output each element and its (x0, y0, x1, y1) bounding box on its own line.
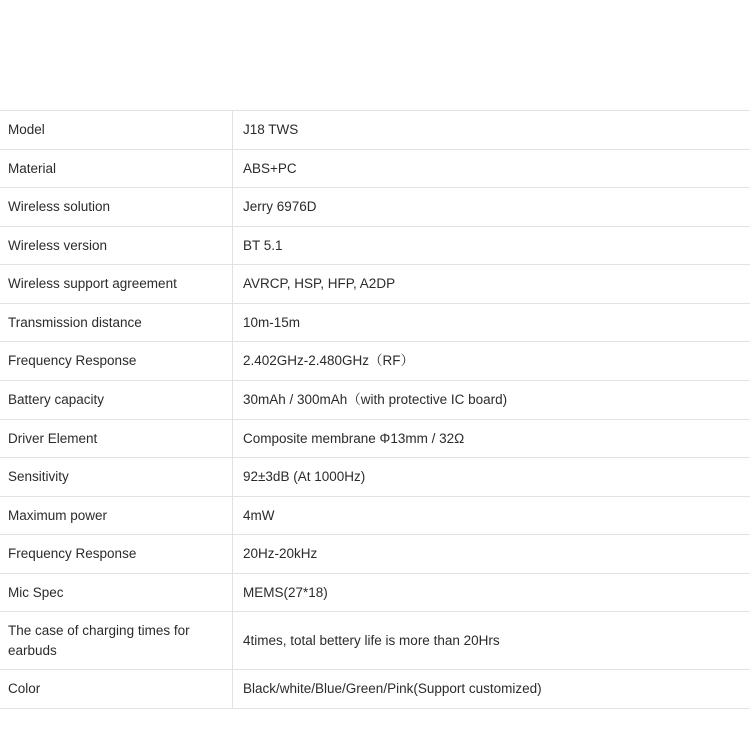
spec-value: 30mAh / 300mAh（with protective IC board) (243, 391, 508, 407)
table-row (0, 535, 750, 574)
spec-label: Mic Spec (0, 573, 233, 612)
spec-value: Jerry 6976D (243, 199, 317, 215)
table-row (0, 149, 750, 188)
spec-label: Battery capacity (0, 380, 233, 419)
table-row (0, 342, 750, 381)
table-row (0, 573, 750, 612)
spec-table-container (0, 110, 750, 709)
table-row (0, 612, 750, 670)
spec-label: Driver Element (0, 419, 233, 458)
spec-value: AVRCP, HSP, HFP, A2DP (243, 276, 396, 292)
spec-value: 10m-15m (243, 314, 301, 330)
spec-label: Frequency Response (0, 342, 233, 381)
table-row (0, 303, 750, 342)
spec-value: 20Hz-20kHz (243, 546, 318, 562)
table-row (0, 111, 750, 150)
spec-label: The case of charging times for earbuds (0, 612, 233, 670)
table-row (0, 188, 750, 227)
spec-value: 92±3dB (At 1000Hz) (243, 469, 366, 485)
spec-value: 2.402GHz-2.480GHz（RF） (243, 353, 415, 369)
spec-value: BT 5.1 (243, 237, 283, 253)
spec-value: 4times, total bettery life is more than 20Hrs (243, 633, 500, 649)
spec-label: Wireless version (0, 226, 233, 265)
spec-value: Composite membrane Φ13mm / 32Ω (243, 430, 465, 446)
spec-label: Material (0, 149, 233, 188)
table-row (0, 458, 750, 497)
spec-label: Model (0, 111, 233, 150)
spec-label: Wireless solution (0, 188, 233, 227)
spec-label: Color (0, 670, 233, 709)
table-row (0, 419, 750, 458)
spec-value: ABS+PC (243, 160, 297, 176)
spec-value: MEMS(27*18) (243, 584, 328, 600)
spec-label: Frequency Response (0, 535, 233, 574)
table-row (0, 670, 750, 709)
table-row (0, 496, 750, 535)
spec-label: Maximum power (0, 496, 233, 535)
spec-value: Black/white/Blue/Green/Pink(Support customized) (243, 681, 542, 697)
table-row (0, 226, 750, 265)
table-row (0, 380, 750, 419)
spec-label: Transmission distance (0, 303, 233, 342)
spec-value: J18 TWS (243, 122, 299, 137)
spec-label: Sensitivity (0, 458, 233, 497)
spec-label: Wireless support agreement (0, 265, 233, 304)
spec-table-body (0, 111, 750, 709)
product-specifications-table (0, 110, 750, 709)
spec-value: 4mW (243, 507, 275, 523)
table-row (0, 265, 750, 304)
